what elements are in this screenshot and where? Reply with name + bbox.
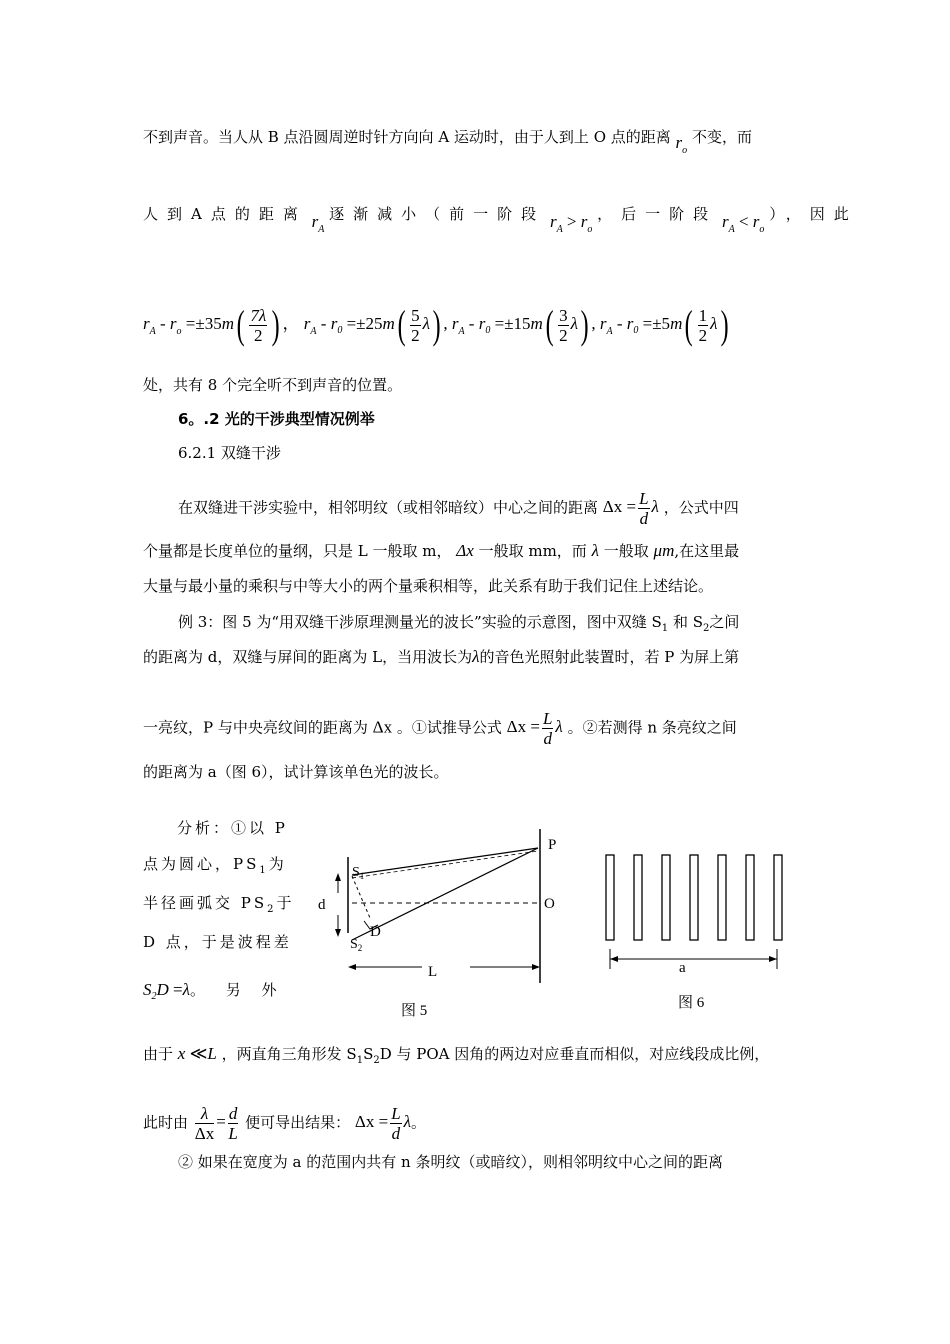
label-D: D xyxy=(370,924,381,940)
label-P: P xyxy=(548,837,557,853)
label-O: O xyxy=(544,896,555,912)
para-1-line-1: 在双缝进干涉实验中，相邻明纹（或相邻暗纹）中心之间的距离 Δx = $\frac{L}{d}$ λ ，公式中四 xyxy=(178,489,739,528)
d-arrow-up xyxy=(335,873,341,881)
fringe-7 xyxy=(774,855,782,940)
bottom-line-2: 此时由 $\frac{\lambda}{\Delta x}$ = $\frac{d}{L}$ 便可导出结果： Δx = $\frac{L}{d}$ λ。 xyxy=(143,1104,427,1143)
figure-6-caption: 图 6 xyxy=(678,995,705,1011)
example-line-1: 例 3：图 5 为“用双缝干涉原理测量光的波长”实验的示意图，图中双缝 $S_1$ 和 $S_2$之间 xyxy=(178,613,740,634)
eq-term-1: $r_A - r_o =\pm 35m$( $\frac{7\lambda}{2}$ ) ， xyxy=(143,302,300,348)
text-line-2: 人到A点的距离 $r_A$ 逐渐减小（前一阶段 $r_A > r_o$ ，后一阶段 $r_A < r_o$ ），因此 xyxy=(143,205,858,235)
fringe-6 xyxy=(746,855,754,940)
fringe-4 xyxy=(690,855,698,940)
section-heading: 6。.2 光的干涉典型情况例举 xyxy=(178,410,375,428)
fringe-group xyxy=(606,855,782,940)
example-line-2: 的距离为 d，双缝与屏间的距离为 L，当用波长为λ的音色光照射此装置时，若 P 为屏上第 xyxy=(143,647,740,666)
math-r-a: $r_A$ xyxy=(311,212,325,235)
formula-dx: Δx = $\frac{L}{d}$ λ xyxy=(602,489,659,528)
example-line-4: 的距离为 a（图 6），试计算该单色光的波长。 xyxy=(143,763,449,781)
a-arrow-left xyxy=(610,956,618,962)
dashed-arc-ray xyxy=(352,851,538,878)
math-ra-gt-ro: $r_A > r_o$ xyxy=(549,212,593,235)
figure-6 xyxy=(596,845,796,1025)
label-L: L xyxy=(428,964,438,980)
eq-term-2: $r_A - r_0 =\pm 25m$( $\frac{5}{2}$ λ) , xyxy=(303,302,448,348)
text-line-1: 不到声音。当人从 B 点沿圆周逆时针方向向 A 运动时，由于人到上 O 点的距离 $r_o$ 不变，而 xyxy=(143,128,752,156)
fringe-5 xyxy=(718,855,726,940)
math-r-o: $r_o$ xyxy=(675,133,688,156)
label-d: d xyxy=(318,897,326,913)
label-a: a xyxy=(679,960,686,976)
a-arrow-right xyxy=(769,956,777,962)
L-arrow-right xyxy=(532,964,540,970)
eq-term-4: $r_A - r_0 =\pm 5m$( $\frac{1}{2}$ λ) xyxy=(599,302,729,348)
math-ra-lt-ro: $r_A < r_o$ xyxy=(721,212,765,235)
L-arrow-left xyxy=(348,964,356,970)
eq-term-3: $r_A - r_0 =\pm 15m$( $\frac{3}{2}$ λ) , xyxy=(451,302,596,348)
subsection-heading: 6.2.1 双缝干涉 xyxy=(178,444,281,462)
bottom-line-1: 由于 x ≪L ，两直角三角形发 $S_1S_2D$ 与 POA 因角的两边对应垂直而相似，对应线段成比例， xyxy=(143,1044,770,1066)
perpendicular-s1d xyxy=(352,876,370,918)
label-S1: $S_1$ xyxy=(352,865,365,881)
fringe-3 xyxy=(662,855,670,940)
para-1-line-2: 个量都是长度单位的量纲，只是 L 一般取 m， Δx 一般取 mm，而 λ 一般取 μm,在这里最 xyxy=(143,541,740,560)
analysis-block: 分析：①以 P 点为圆心，$PS_1$为 半径画弧交 $PS_2$于 D 点，于是波程差 $S_2D =\lambda$。 另 外 xyxy=(143,819,295,1002)
example-line-3: 一亮纹，P 与中央亮纹间的距离为 Δx 。①试推导公式 Δx = $\frac{L}{d}$ λ 。②若测得 n 条亮纹之间 xyxy=(143,709,737,748)
figure-5-caption: 图 5 xyxy=(401,1003,428,1019)
fringe-2 xyxy=(634,855,642,940)
d-arrow-down xyxy=(335,929,341,937)
equation-line xyxy=(143,296,731,355)
para-1-line-3: 大量与最小量的乘积与中等大小的两个量乘积相等，此关系有助于我们记住上述结论。 xyxy=(143,577,714,595)
text-line-4: 处，共有 8 个完全听不到声音的位置。 xyxy=(143,376,403,394)
bottom-line-3: ② 如果在宽度为 a 的范围内共有 n 条明纹（或暗纹），则相邻明纹中心之间的距离 xyxy=(178,1153,723,1171)
label-S2: $S_2$ xyxy=(350,937,363,953)
figure-5 xyxy=(300,815,590,1025)
fringe-1 xyxy=(606,855,614,940)
